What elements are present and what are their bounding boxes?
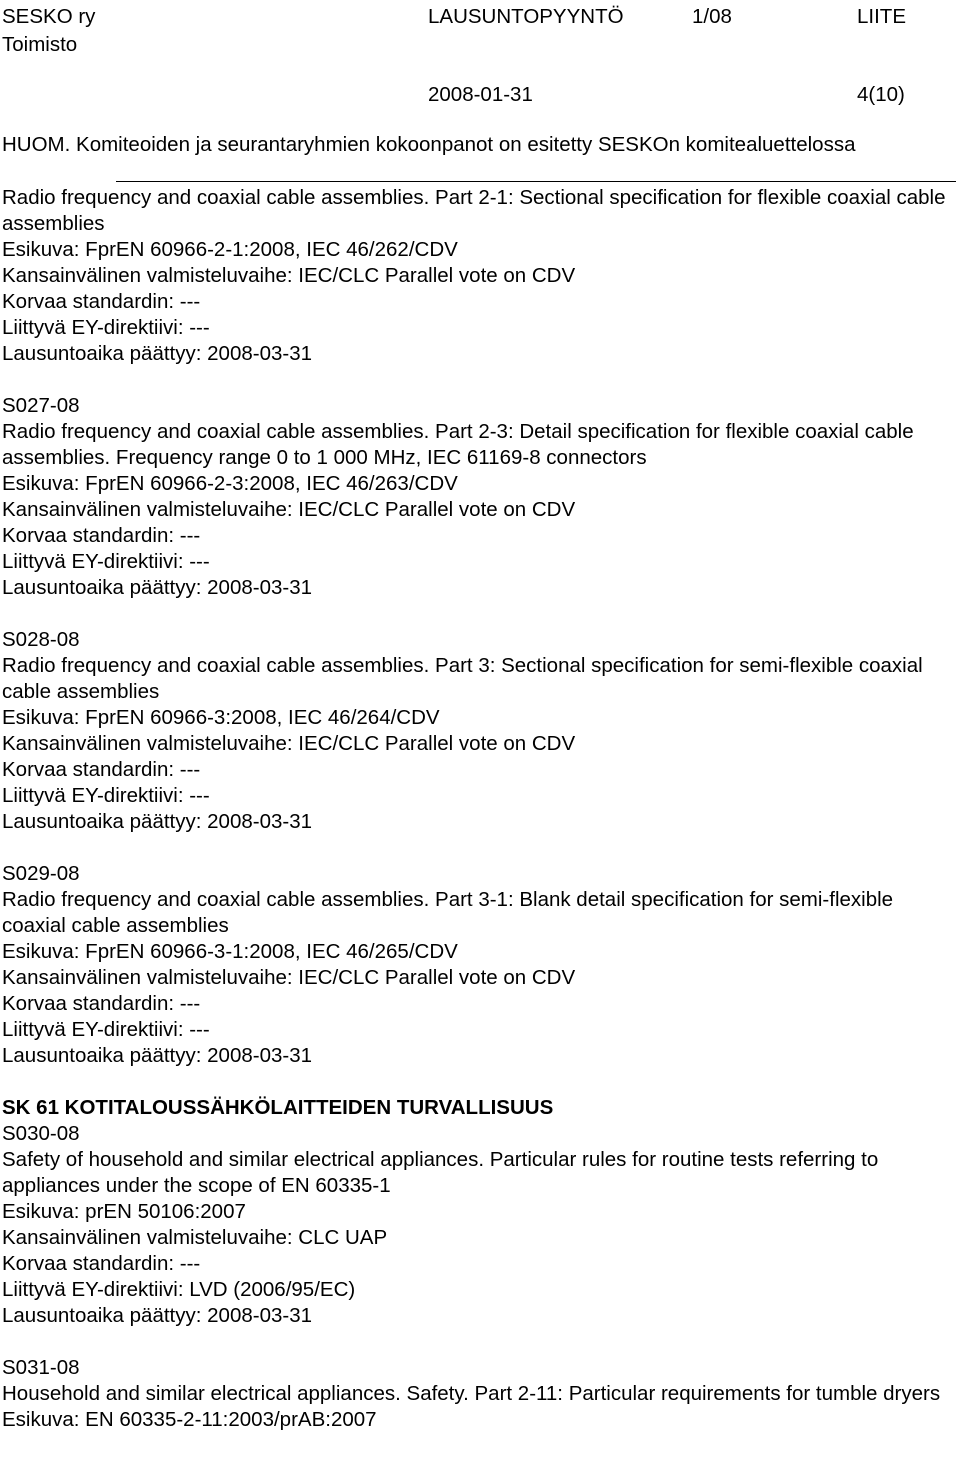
entry-deadline: Lausuntoaika päättyy: 2008-03-31	[2, 810, 313, 833]
entry-reference: Esikuva: FprEN 60966-2-1:2008, IEC 46/262/CDV	[2, 238, 458, 261]
entry-stage: Kansainvälinen valmisteluvaihe: IEC/CLC Parallel vote on CDV	[2, 498, 576, 521]
entry-directive: Liittyvä EY-direktiivi: ---	[2, 550, 210, 573]
header-department: Toimisto	[2, 33, 78, 56]
entry-stage: Kansainvälinen valmisteluvaihe: IEC/CLC Parallel vote on CDV	[2, 732, 576, 755]
header-organization: SESKO ry	[2, 5, 96, 28]
entry-title: Safety of household and similar electrical appliances. Particular rules for routine tests referring to appliances under the scope of EN 60335-1	[2, 1148, 879, 1197]
entry-title: Radio frequency and coaxial cable assemblies. Part 2-3: Detail specification for flexible coaxial cable assemblies. Frequency range 0 to 1 000 MHz, IEC 61169-8 connectors	[2, 420, 914, 469]
standard-entry	[2, 1121, 954, 1329]
entry-reference: Esikuva: FprEN 60966-3:2008, IEC 46/264/CDV	[2, 706, 440, 729]
entry-replaces: Korvaa standardin: ---	[2, 524, 201, 547]
entry-title: Radio frequency and coaxial cable assemblies. Part 2-1: Sectional specification for flexible coaxial cable assemblies	[2, 186, 946, 235]
entry-stage: Kansainvälinen valmisteluvaihe: CLC UAP	[2, 1226, 388, 1249]
entry-code: S027-08	[2, 394, 80, 417]
entry-replaces: Korvaa standardin: ---	[2, 290, 201, 313]
document-body	[2, 185, 954, 1433]
standard-entry	[2, 627, 954, 835]
entry-directive: Liittyvä EY-direktiivi: ---	[2, 784, 210, 807]
entry-deadline: Lausuntoaika päättyy: 2008-03-31	[2, 342, 313, 365]
entry-directive: Liittyvä EY-direktiivi: ---	[2, 316, 210, 339]
entry-title: Radio frequency and coaxial cable assemblies. Part 3-1: Blank detail specification for semi-flexible coaxial cable assemblies	[2, 888, 894, 937]
standard-entry	[2, 1355, 954, 1433]
section-heading: SK 61 KOTITALOUSSÄHKÖLAITTEIDEN TURVALLISUUS	[2, 1096, 554, 1119]
entry-code: S030-08	[2, 1122, 80, 1145]
entry-title: Radio frequency and coaxial cable assemblies. Part 3: Sectional specification for semi-flexible coaxial cable assemblies	[2, 654, 923, 703]
entry-stage: Kansainvälinen valmisteluvaihe: IEC/CLC Parallel vote on CDV	[2, 966, 576, 989]
entry-stage: Kansainvälinen valmisteluvaihe: IEC/CLC Parallel vote on CDV	[2, 264, 576, 287]
standard-entry	[2, 393, 954, 601]
committee-notice: HUOM. Komiteoiden ja seurantaryhmien kokoonpanot on esitetty SESKOn komitealuettelossa	[2, 133, 856, 156]
entry-directive: Liittyvä EY-direktiivi: ---	[2, 1018, 210, 1041]
entry-deadline: Lausuntoaika päättyy: 2008-03-31	[2, 1304, 313, 1327]
entry-code: S029-08	[2, 862, 80, 885]
header-appendix: LIITE	[857, 5, 906, 28]
entry-reference: Esikuva: FprEN 60966-2-3:2008, IEC 46/263/CDV	[2, 472, 458, 495]
entry-replaces: Korvaa standardin: ---	[2, 1252, 201, 1275]
header-document-type: LAUSUNTOPYYNTÖ	[428, 5, 624, 28]
header-document-number: 1/08	[692, 5, 732, 28]
entry-directive: Liittyvä EY-direktiivi: LVD (2006/95/EC)	[2, 1278, 356, 1301]
entry-code: S028-08	[2, 628, 80, 651]
entry-reference: Esikuva: EN 60335-2-11:2003/prAB:2007	[2, 1408, 377, 1431]
standard-entry	[2, 185, 954, 367]
header-page-number: 4(10)	[857, 83, 905, 106]
entry-replaces: Korvaa standardin: ---	[2, 758, 201, 781]
entry-deadline: Lausuntoaika päättyy: 2008-03-31	[2, 576, 313, 599]
entry-reference: Esikuva: FprEN 60966-3-1:2008, IEC 46/265/CDV	[2, 940, 458, 963]
divider-line	[116, 181, 956, 182]
entry-deadline: Lausuntoaika päättyy: 2008-03-31	[2, 1044, 313, 1067]
entry-reference: Esikuva: prEN 50106:2007	[2, 1200, 246, 1223]
standard-entry	[2, 861, 954, 1069]
entry-title: Household and similar electrical appliances. Safety. Part 2-11: Particular requirements for tumble dryers	[2, 1382, 941, 1405]
entry-code: S031-08	[2, 1356, 80, 1379]
header-date: 2008-01-31	[428, 83, 533, 106]
entry-replaces: Korvaa standardin: ---	[2, 992, 201, 1015]
